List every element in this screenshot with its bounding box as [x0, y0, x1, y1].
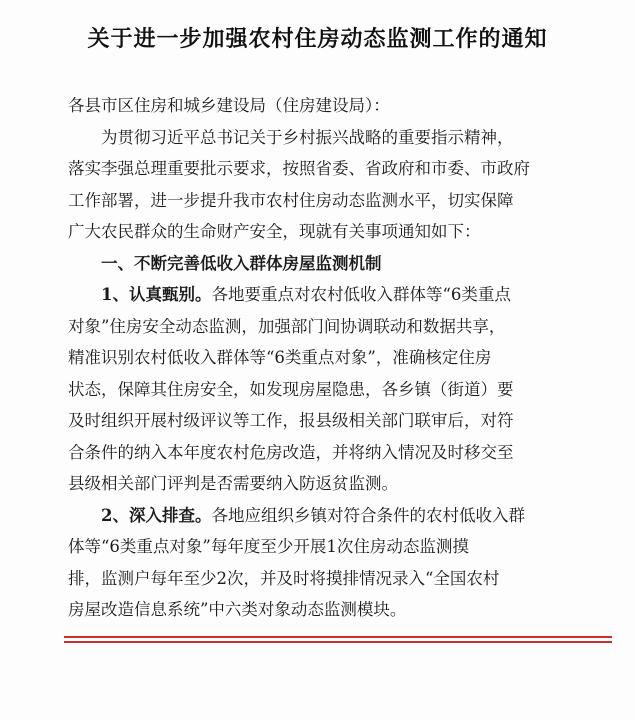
- salutation: 各县市区住房和城乡建设局（住房建设局）：: [68, 96, 390, 115]
- item-2-line: 排，监测户每年至少2次，并及时将摸排情况录入“全国农村: [68, 568, 500, 588]
- document-title: 关于进一步加强农村住房动态监测工作的通知: [87, 27, 548, 52]
- intro-line: 为贯彻习近平总书记关于乡村振兴战略的重要指示精神，: [101, 127, 514, 147]
- item-1-line: 对象”住房安全动态监测，加强部门间协调联动和数据共享，: [68, 316, 506, 336]
- red-divider-line: [64, 636, 612, 638]
- section-heading: 一、不断完善低收入群体房屋监测机制: [101, 253, 382, 273]
- item-2-text: 各地应组织乡镇对符合条件的农村低收入群: [211, 505, 525, 525]
- intro-line: 广大农民群众的生命财产安全，现就有关事项通知如下：: [68, 222, 481, 241]
- item-1-line: 状态，保障其住房安全，如发现房屋隐患，各乡镇（街道）要: [68, 379, 514, 399]
- item-1-line: 合条件的纳入本年度农村危房改造，并将纳入情况及时移交至: [68, 442, 514, 462]
- red-divider-line: [64, 641, 612, 643]
- intro-line: 落实李强总理重要批示要求，按照省委、省政府和市委、市政府: [68, 159, 530, 178]
- item-1-line: 精准识别农村低收入群体等“6类重点对象”，准确核定住房: [68, 348, 492, 367]
- intro-line: 工作部署，进一步提升我市农村住房动态监测水平，切实保障: [68, 190, 514, 210]
- document-body: [68, 90, 588, 626]
- item-1-label: 1、认真甄别。: [101, 285, 212, 304]
- item-1-line: 及时组织开展村级评议等工作，报县级相关部门联审后，对符: [68, 411, 514, 430]
- item-2-line: 体等“6类重点对象”每年度至少开展1次住房动态监测摸: [68, 537, 469, 556]
- item-1-line: 县级相关部门评判是否需要纳入防返贫监测。: [68, 474, 398, 493]
- item-2-line: 房屋改造信息系统”中六类对象动态监测模块。: [68, 600, 407, 619]
- item-1-text: 各地要重点对农村低收入群体等“6类重点: [211, 285, 511, 304]
- item-2-label: 2、深入排查。: [101, 505, 212, 525]
- item-1-first-line: [68, 279, 588, 311]
- item-2-first-line: [68, 500, 588, 532]
